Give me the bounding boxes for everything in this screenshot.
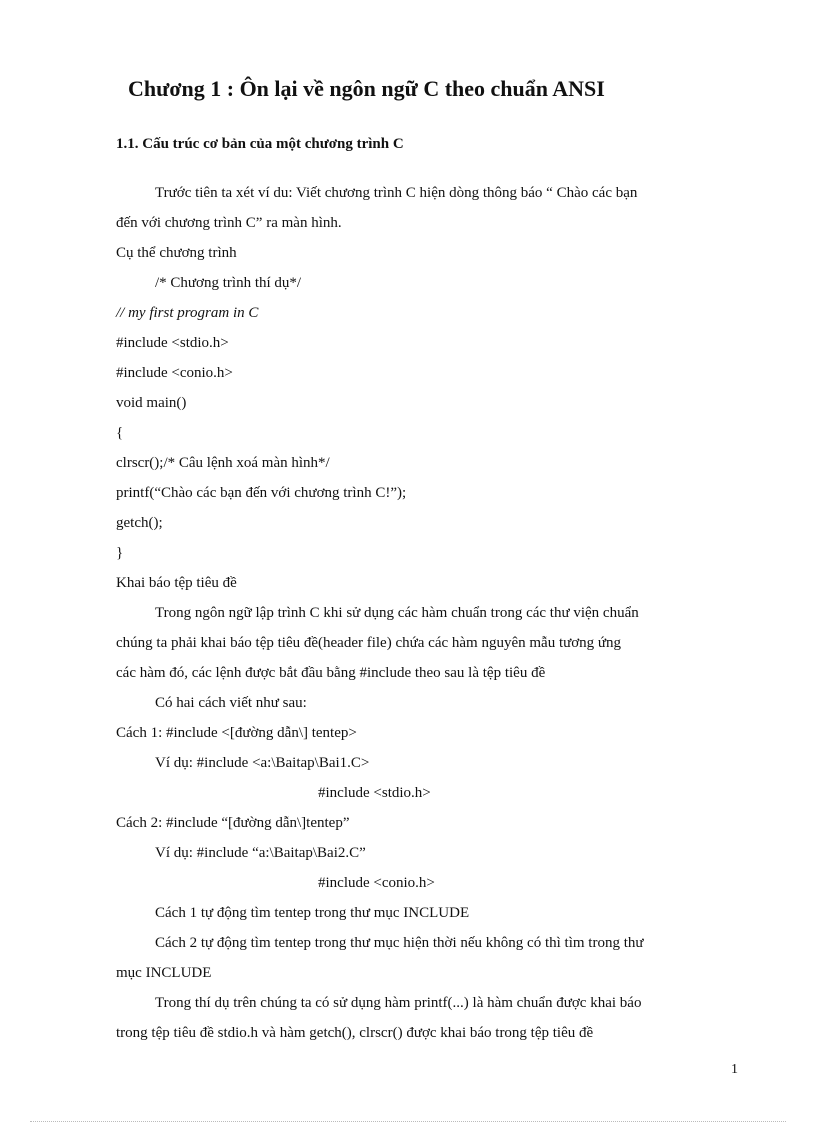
paragraph-line: Cách 1: #include <[đường dẫn\] tentep> <box>116 725 357 741</box>
code-line: { <box>116 425 124 441</box>
paragraph-line: các hàm đó, các lệnh được bắt đầu bằng #include theo sau là tệp tiêu đề <box>116 665 546 681</box>
paragraph-line: Trong thí dụ trên chúng ta có sử dụng hàm printf(...) là hàm chuẩn được khai báo <box>155 995 642 1011</box>
code-comment: // my first program in C <box>116 305 259 321</box>
code-line: clrscr();/* Câu lệnh xoá màn hình*/ <box>116 455 330 471</box>
paragraph-line: chúng ta phải khai báo tệp tiêu đề(header file) chứa các hàm nguyên mẫu tương ứng <box>116 635 622 651</box>
code-line: #include <stdio.h> <box>116 335 229 351</box>
code-line: } <box>116 545 124 561</box>
paragraph-line: Cách 2 tự động tìm tentep trong thư mục hiện thời nếu không có thì tìm trong thư <box>155 935 644 951</box>
paragraph-line: trong tệp tiêu đề stdio.h và hàm getch(), clrscr() được khai báo trong tệp tiêu đề <box>116 1025 594 1041</box>
paragraph-line: Cụ thể chương trình <box>116 245 237 261</box>
code-line: getch(); <box>116 515 163 531</box>
paragraph-line: Trước tiên ta xét ví du: Viết chương trình C hiện dòng thông báo “ Chào các bạn <box>155 185 638 201</box>
paragraph-line: Ví dụ: #include “a:\Baitap\Bai2.C” <box>155 845 366 861</box>
paragraph-line: Ví dụ: #include <a:\Baitap\Bai1.C> <box>155 755 370 771</box>
paragraph-line: #include <stdio.h> <box>318 785 431 801</box>
code-line: void main() <box>116 395 187 411</box>
code-comment: /* Chương trình thí dụ*/ <box>155 275 302 291</box>
code-line: printf(“Chào các bạn đến với chương trình C!”); <box>116 485 407 501</box>
code-line: #include <conio.h> <box>116 365 233 381</box>
paragraph-line: Trong ngôn ngữ lập trình C khi sử dụng các hàm chuẩn trong các thư viện chuẩn <box>155 605 639 621</box>
paragraph-line: Cách 2: #include “[đường dẫn\]tentep” <box>116 815 350 831</box>
paragraph-line: đến với chương trình C” ra màn hình. <box>116 215 342 231</box>
paragraph-line: Có hai cách viết như sau: <box>155 695 307 711</box>
paragraph-line: Cách 1 tự động tìm tentep trong thư mục INCLUDE <box>155 905 470 921</box>
paragraph-line: mục INCLUDE <box>116 965 212 981</box>
section-heading: 1.1. Cấu trúc cơ bản của một chương trình C <box>116 136 404 152</box>
paragraph-line: Khai báo tệp tiêu đề <box>116 575 237 591</box>
chapter-title: Chương 1 : Ôn lại về ngôn ngữ C theo chuẩn ANSI <box>128 76 605 101</box>
page-divider <box>30 1121 786 1122</box>
page-number: 1 <box>731 1062 738 1077</box>
paragraph-line: #include <conio.h> <box>318 875 435 891</box>
